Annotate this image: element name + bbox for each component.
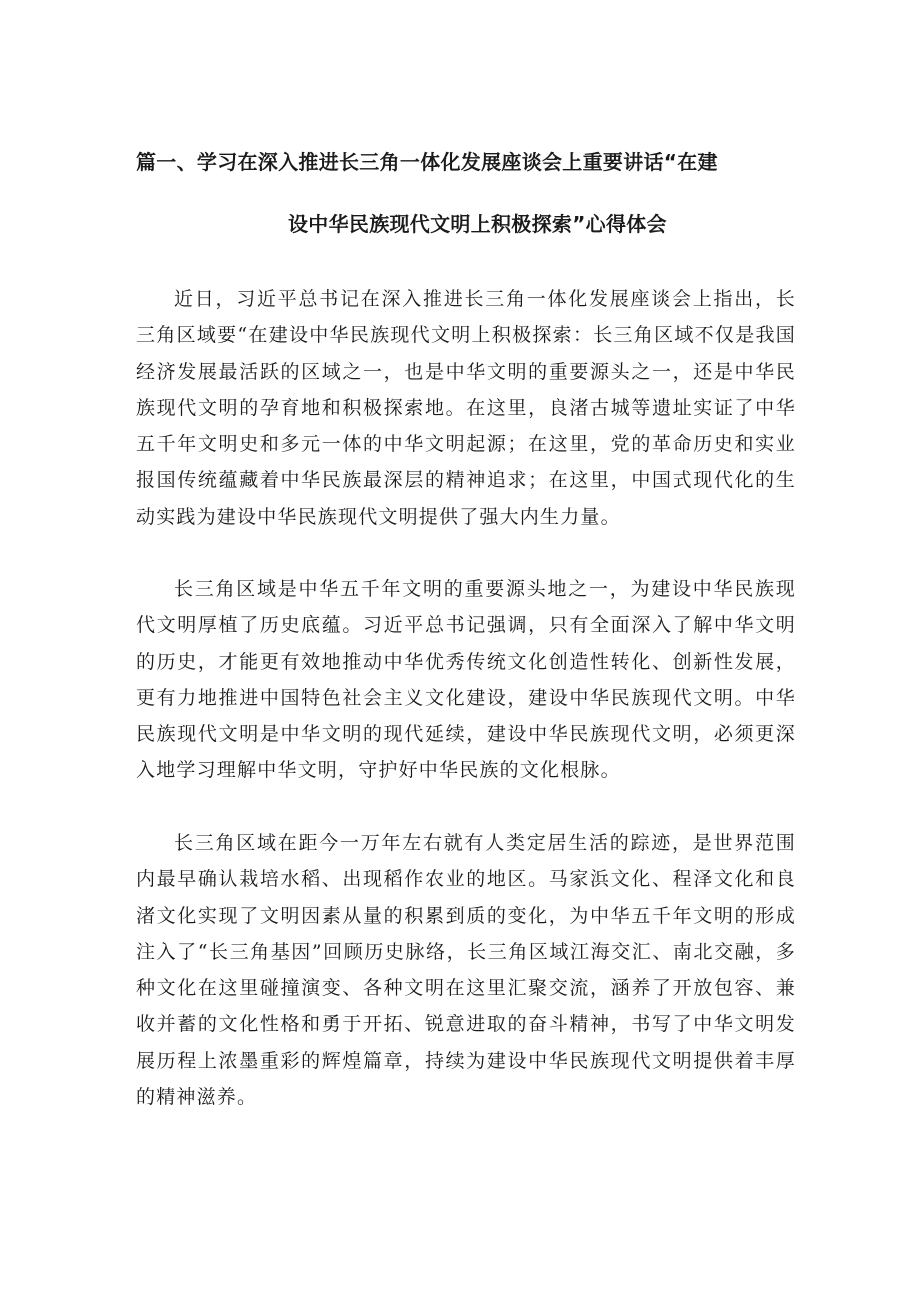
- document-title-line-1: 篇一、学习在深入推进长三角一体化发展座谈会上重要讲话“在建: [136, 150, 718, 174]
- paragraph: 长三角区域是中华五千年文明的重要源头地之一，为建设中华民族现代文明厚植了历史底蕴。习近平总书记强调，只有全面深入了解中华文明的历史，才能更有效地推动中华优秀传统文化创造性转化、创新性发展，更有力地推进中国特色社会主义文化建设，建设中华民族现代文明。中华民族现代文明是中华文明的现代延续，建设中华民族现代文明，必须更深入地学习理解中华文明，守护好中华民族的文化根脉。: [136, 578, 796, 782]
- document-title-line-2: 设中华民族现代文明上积极探索”心得体会: [288, 212, 667, 236]
- document-body: [136, 281, 796, 1115]
- paragraph: 长三角区域在距今一万年左右就有人类定居生活的踪迹，是世界范围内最早确认栽培水稻、出现稻作农业的地区。马家浜文化、程泽文化和良渚文化实现了文明因素从量的积累到质的变化，为中华五千年文明的形成注入了“长三角基因”回顾历史脉络，长三角区域江海交汇、南北交融，多种文化在这里碰撞演变、各种文明在这里汇聚交流，涵养了开放包容、兼收并蓄的文化性格和勇于开拓、锐意进取的奋斗精神，书写了中华文明发展历程上浓墨重彩的辉煌篇章，持续为建设中华民族现代文明提供着丰厚的精神滋养。: [136, 832, 796, 1109]
- paragraph: 近日，习近平总书记在深入推进长三角一体化发展座谈会上指出，长三角区域要“在建设中华民族现代文明上积极探索：长三角区域不仅是我国经济发展最活跃的区域之一，也是中华文明的重要源头之一，还是中华民族现代文明的孕育地和积极探索地。在这里，良渚古城等遗址实证了中华五千年文明史和多元一体的中华文明起源；在这里，党的革命历史和实业报国传统蕴藏着中华民族最深层的精神追求；在这里，中国式现代化的生动实践为建设中华民族现代文明提供了强大内生力量。: [136, 288, 796, 528]
